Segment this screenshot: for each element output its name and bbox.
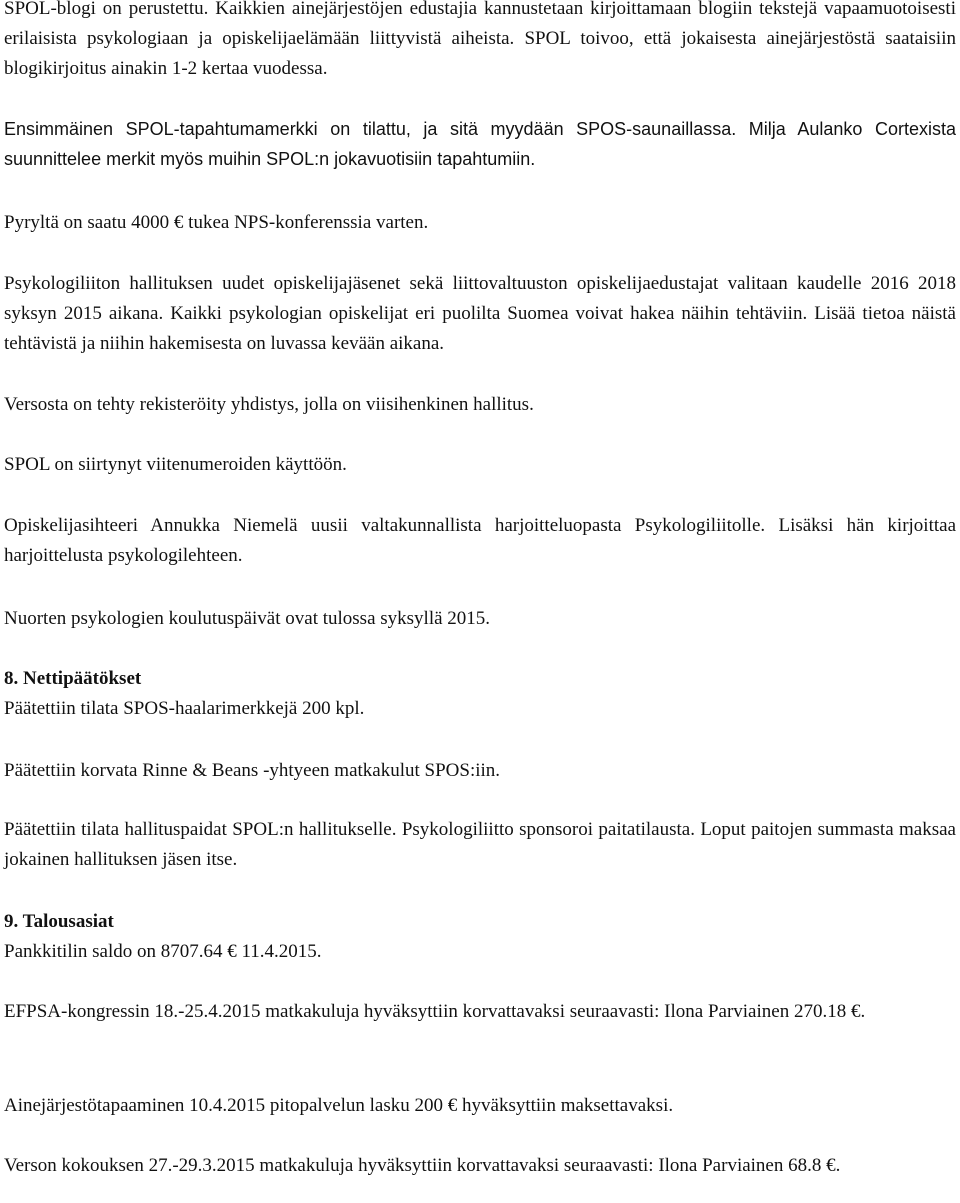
section-9 bbox=[4, 907, 956, 967]
paragraph-event-badge: Ensimmäinen SPOL-tapahtumamerkki on tilattu, ja sitä myydään SPOS-saunaillassa. Milja Aulanko Cortexista suunnittelee merkit myös muihin SPOL:n jokavuotisiin tapahtumiin. bbox=[4, 119, 956, 169]
paragraph-blog: SPOL-blogi on perustettu. Kaikkien ainejärjestöjen edustajia kannustetaan kirjoittamaan blogiin tekstejä vapaamuotoisesti erilaisista psykologiaan ja opiskelijaelämään liittyvistä aiheista. SPOL toivoo, että jokaisesta ainejärjestöstä saataisiin blogikirjoitus ainakin 1-2 kertaa vuodessa. bbox=[4, 0, 956, 79]
section-8-heading: 8. Nettipäätökset bbox=[4, 668, 142, 689]
section-9-heading: 9. Talousasiat bbox=[4, 911, 114, 932]
section-8-board-shirts: Päätettiin tilata hallituspaidat SPOL:n hallitukselle. Psykologiliitto sponsoroi paitatilausta. Loput paitojen summasta maksaa jokainen hallituksen jäsen itse. bbox=[4, 819, 956, 870]
section-8-travel-costs: Päätettiin korvata Rinne & Beans -yhtyeen matkakulut SPOS:iin. bbox=[4, 760, 501, 781]
section-9-efpsa: EFPSA-kongressin 18.-25.4.2015 matkakuluja hyväksyttiin korvattavaksi seuraavasti: Ilona Parviainen 270.18 €. bbox=[4, 1001, 866, 1022]
paragraph-reference-numbers: SPOL on siirtynyt viitenumeroiden käyttöön. bbox=[4, 454, 347, 475]
paragraph-training-days: Nuorten psykologien koulutuspäivät ovat tulossa syksyllä 2015. bbox=[4, 608, 491, 629]
paragraph-internship-guide: Opiskelijasihteeri Annukka Niemelä uusii valtakunnallista harjoitteluopasta Psykologiliitolle. Lisäksi hän kirjoittaa harjoittelusta psykologilehteen. bbox=[4, 515, 956, 566]
paragraph-verso: Versosta on tehty rekisteröity yhdistys, jolla on viisihenkinen hallitus. bbox=[4, 394, 534, 415]
section-9-balance: Pankkitilin saldo on 8707.64 € 11.4.2015. bbox=[4, 941, 322, 962]
paragraph-psychologist-union: Psykologiliiton hallituksen uudet opiskelijajäsenet sekä liittovaltuuston opiskelijaedustajat valitaan kaudelle 2016 2018 syksyn 2015 aikana. Kaikki psykologian opiskelijat eri puolilta Suomea voivat hakea näihin tehtäviin. Lisää tietoa näistä tehtävistä ja niihin hakemisesta on luvassa kevään aikana. bbox=[4, 273, 956, 354]
section-8 bbox=[4, 664, 956, 724]
section-8-badges: Päätettiin tilata SPOS-haalarimerkkejä 200 kpl. bbox=[4, 698, 365, 719]
paragraph-pyry-support: Pyryltä on saatu 4000 € tukea NPS-konferenssia varten. bbox=[4, 212, 429, 233]
section-9-meeting-catering: Ainejärjestötapaaminen 10.4.2015 pitopalvelun lasku 200 € hyväksyttiin maksettavaksi. bbox=[4, 1095, 674, 1116]
section-9-verso-travel: Verson kokouksen 27.-29.3.2015 matkakuluja hyväksyttiin korvattavaksi seuraavasti: Ilona Parviainen 68.8 €. bbox=[4, 1155, 841, 1176]
